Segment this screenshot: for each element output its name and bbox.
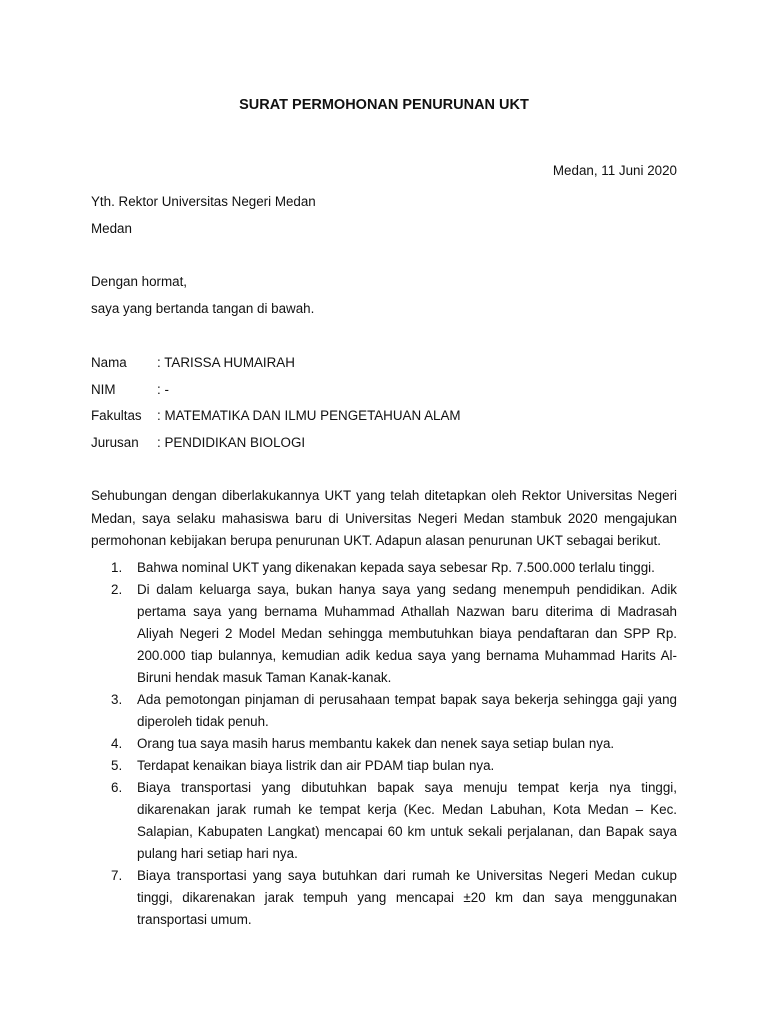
list-item (91, 865, 677, 931)
identity-row-nama (91, 355, 295, 370)
list-item (91, 755, 677, 777)
body-paragraph: Sehubungan dengan diberlakukannya UKT yang telah ditetapkan oleh Rektor Universitas Negeri Medan, saya selaku mahasiswa baru di Universitas Negeri Medan stambuk 2020 mengajukan permohonan kebijakan berupa penurunan UKT. Adapun alasan penurunan UKT sebagai berikut. (91, 488, 677, 548)
identity-label: Fakultas (91, 408, 142, 423)
identity-value: : PENDIDIKAN BIOLOGI (157, 435, 306, 450)
list-number: 7. (111, 868, 123, 883)
letter-date: Medan, 11 Juni 2020 (552, 163, 677, 178)
identity-row-nim (91, 382, 169, 397)
list-item-text: Biaya transportasi yang dibutuhkan bapak saya menuju tempat kerja nya tinggi, dikarenakan jarak rumah ke tempat kerja (Kec. Medan Labuhan, Kota Medan – Kec. Salapian, Kabupaten Langkat) mencapai 60 km untuk sekali perjalanan, dan Bapak saya pulang hari setiap hari nya. (137, 780, 677, 861)
identity-label: Nama (91, 355, 127, 370)
list-item-text: Orang tua saya masih harus membantu kakek dan nenek saya setiap bulan nya. (137, 736, 615, 751)
list-item-text: Di dalam keluarga saya, bukan hanya saya yang sedang menempuh pendidikan. Adik pertama saya yang bernama Muhammad Athallah Nazwan baru diterima di Madrasah Aliyah Negeri 2 Model Medan sehingga membutuhkan biaya pendaftaran dan SPP Rp. 200.000 tiap bulannya, kemudian adik kedua saya yang bernama Muhammad Harits Al-Biruni hendak masuk Taman Kanak-kanak. (137, 582, 677, 685)
letter-title: SURAT PERMOHONAN PENURUNAN UKT (239, 97, 529, 113)
recipient-line-2: Medan (91, 221, 132, 236)
identity-value: : MATEMATIKA DAN ILMU PENGETAHUAN ALAM (157, 408, 461, 423)
list-item-text: Bahwa nominal UKT yang dikenakan kepada saya sebesar Rp. 7.500.000 terlalu tinggi. (137, 560, 655, 575)
list-item (91, 689, 677, 733)
identity-label: NIM (91, 382, 116, 397)
list-number: 4. (111, 736, 123, 751)
list-item-text: Ada pemotongan pinjaman di perusahaan tempat bapak saya bekerja sehingga gaji yang diperoleh tidak penuh. (137, 692, 677, 729)
recipient-line-1: Yth. Rektor Universitas Negeri Medan (91, 194, 316, 209)
list-number: 2. (111, 582, 123, 597)
identity-row-fakultas (91, 408, 461, 423)
list-item-text: Biaya transportasi yang saya butuhkan dari rumah ke Universitas Negeri Medan cukup tinggi, dikarenakan jarak tempuh yang mencapai ±20 km dan saya menggunakan transportasi umum. (137, 868, 677, 927)
list-number: 1. (111, 560, 123, 575)
intro-line: saya yang bertanda tangan di bawah. (91, 301, 315, 316)
list-item-text: Terdapat kenaikan biaya listrik dan air PDAM tiap bulan nya. (137, 758, 495, 773)
list-item (91, 557, 677, 579)
list-item (91, 733, 677, 755)
identity-value: : TARISSA HUMAIRAH (157, 355, 295, 370)
list-number: 5. (111, 758, 123, 773)
list-item (91, 579, 677, 689)
list-number: 6. (111, 780, 123, 795)
list-item (91, 777, 677, 865)
greeting: Dengan hormat, (91, 274, 188, 289)
list-number: 3. (111, 692, 123, 707)
identity-label: Jurusan (91, 435, 139, 450)
reasons-list (91, 557, 677, 931)
identity-value: : - (157, 382, 169, 397)
identity-row-jurusan (91, 435, 305, 450)
